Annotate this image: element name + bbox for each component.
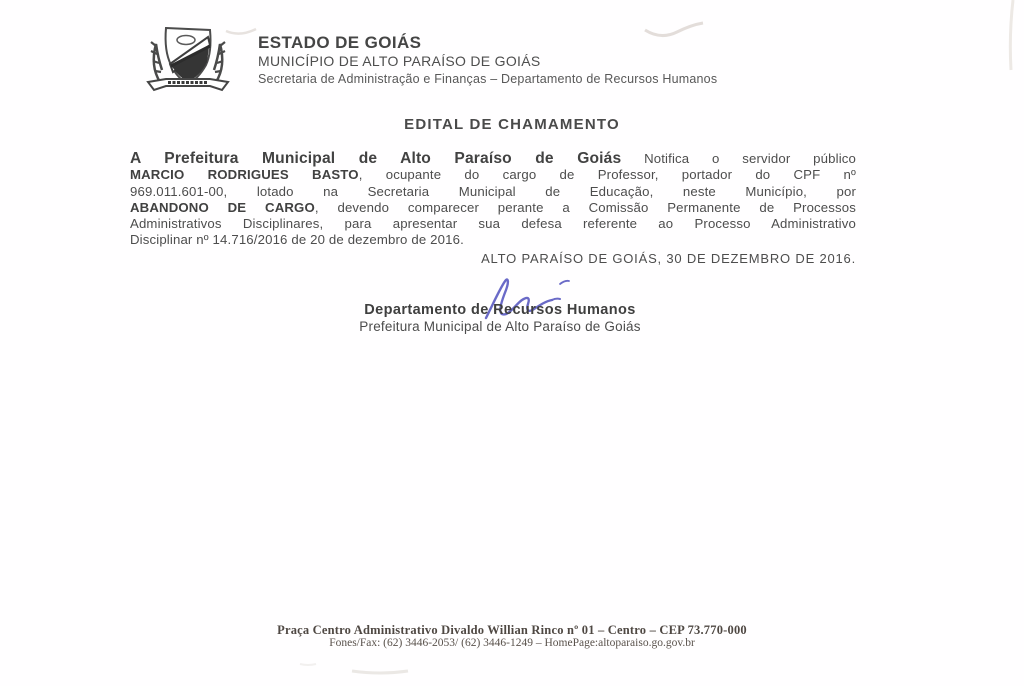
body-line: MARCIO RODRIGUES BASTO, ocupante do cargo de Professor, portador do CPF nº [130,167,856,183]
page-footer [0,623,1024,650]
municipality-name: MUNICÍPIO DE ALTO PARAÍSO DE GOIÁS [258,53,541,69]
signature-block [280,302,720,335]
state-name: ESTADO DE GOIÁS [258,33,422,52]
infraction-label: ABANDONO DE CARGO [130,199,315,215]
document-title: EDITAL DE CHAMAMENTO [404,116,620,133]
body-line: Disciplinar nº 14.716/2016 de 20 de dezembro de 2016. [130,232,464,248]
signatory-department: Departamento de Recursos Humanos [364,302,636,318]
body-line: 969.011.601-00, lotado na Secretaria Municipal de Educação, neste Município, por [130,183,856,199]
body-line: A Prefeitura Municipal de Alto Paraíso de Goiás Notifica o servidor público [130,150,856,167]
place-date-line: ALTO PARAÍSO DE GOIÁS, 30 DE DEZEMBRO DE 2016. [481,251,856,266]
signatory-entity: Prefeitura Municipal de Alto Paraíso de Goiás [359,319,641,334]
servant-name: MARCIO RODRIGUES BASTO [130,167,359,183]
department-line: Secretaria de Administração e Finanças – Departamento de Recursos Humanos [258,72,718,86]
letterhead [258,33,898,87]
footer-address: Praça Centro Administrativo Divaldo Willian Rinco nº 01 – Centro – CEP 73.770-000 [277,623,747,637]
issuer-name: A Prefeitura Municipal de Alto Paraíso de Goiás [130,150,622,167]
footer-contacts: Fones/Fax: (62) 3446-2053/ (62) 3446-1249 – HomePage:altoparaiso.go.gov.br [329,637,695,649]
notice-body [130,151,856,249]
body-line: ABANDONO DE CARGO, devendo comparecer perante a Comissão Permanente de Processos [130,199,856,215]
coat-of-arms-icon [126,22,248,98]
body-line: Administrativos Disciplinares, para apresentar sua defesa referente ao Processo Administrativo [130,216,856,232]
